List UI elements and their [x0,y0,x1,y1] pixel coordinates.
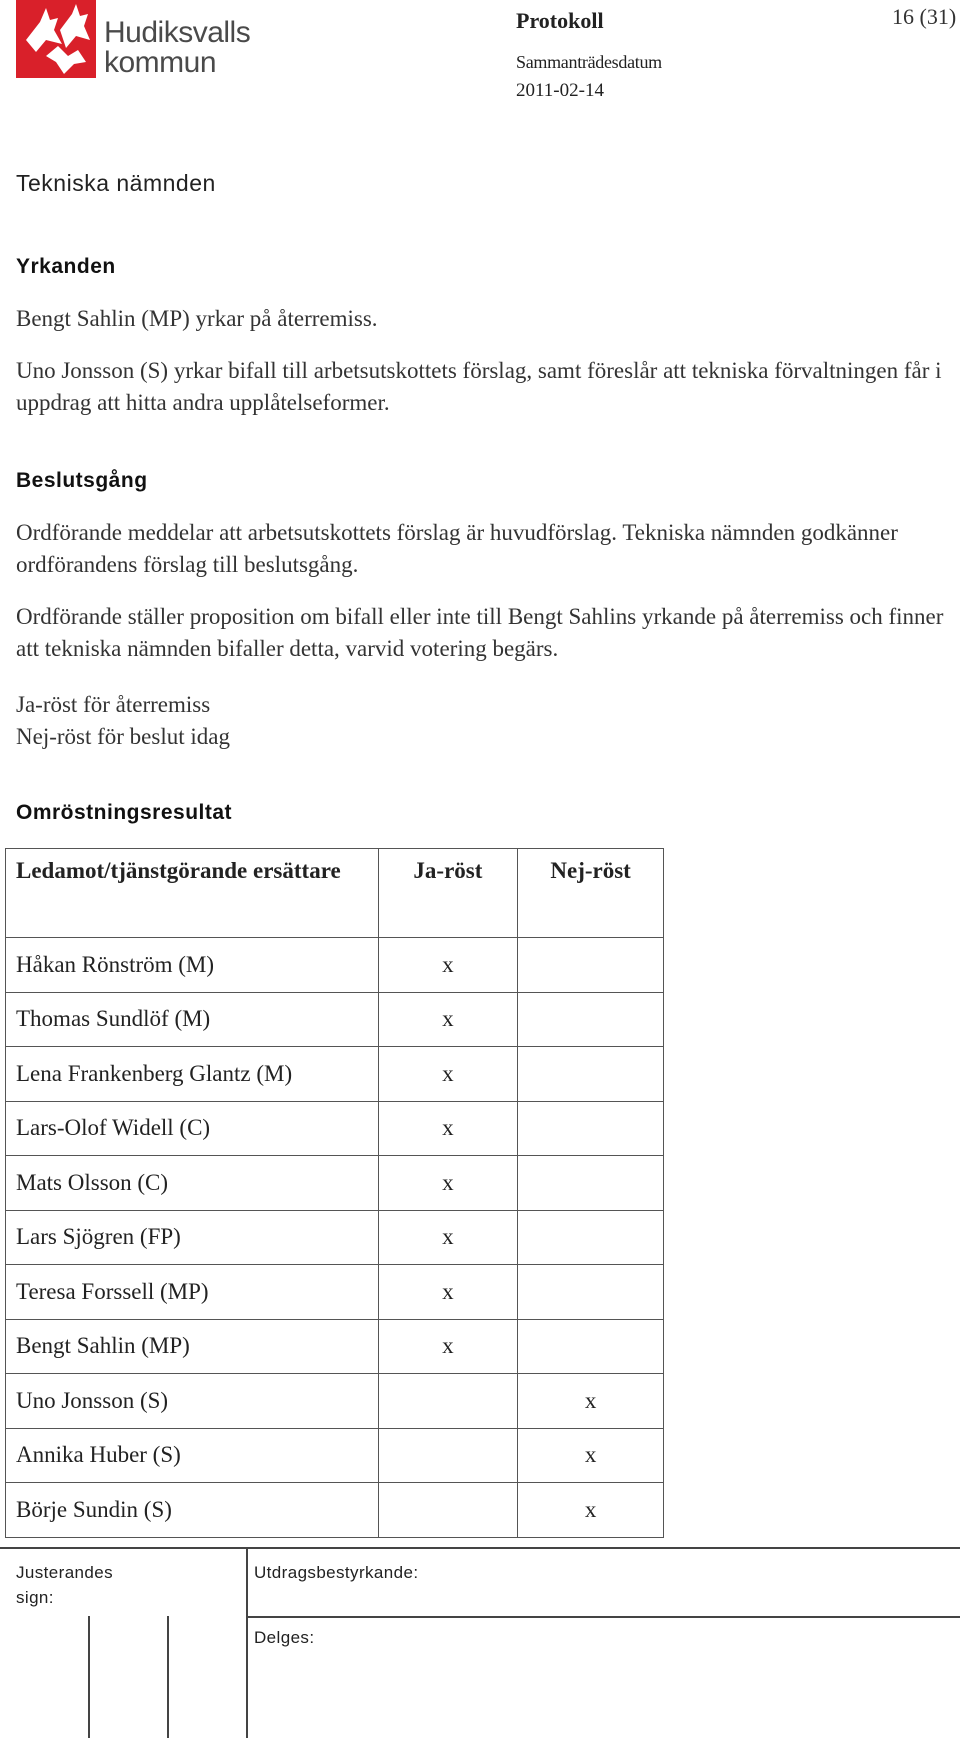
beslutsgang-heading: Beslutsgång [16,469,148,492]
omrostning-heading: Omröstningsresultat [16,801,233,824]
footer-mid-rule [246,1616,960,1618]
signature-box-divider-1 [88,1616,90,1738]
table-row [6,1483,664,1538]
nej-vote-cell: x [518,1483,664,1538]
beslutsgang-paragraph-1: Ordförande meddelar att arbetsutskottets förslag är huvudförslag. Tekniska nämnden godkänner ordförandens förslag till beslutsgång. [16,520,898,577]
yrkanden-heading: Yrkanden [16,255,116,278]
nej-vote-cell [518,1319,664,1374]
nej-vote-cell [518,1156,664,1211]
committee-name: Tekniska nämnden [16,170,216,196]
footer-divider [246,1547,248,1738]
nej-vote-cell [518,1101,664,1156]
meeting-date: 2011-02-14 [516,80,604,101]
nej-vote-cell [518,1210,664,1265]
hudiksvall-logo [16,0,256,80]
ja-vote-cell: x [378,1319,518,1374]
sign-label: sign: [16,1588,54,1607]
beslutsgang-paragraph-2: Ordförande ställer proposition om bifall eller inte till Bengt Sahlins yrkande på återremiss och finner att tekniska nämnden bifaller detta, varvid votering begärs. [16,604,944,661]
vote-table-header-row [6,849,664,938]
ja-vote-cell: x [378,1210,518,1265]
ja-vote-cell: x [378,1101,518,1156]
delges-label: Delges: [254,1628,315,1647]
vote-results-table [5,848,664,1538]
utdragsbestyrkande-label: Utdragsbestyrkande: [254,1563,419,1582]
member-name: Annika Huber (S) [6,1428,379,1483]
nej-vote-cell [518,938,664,993]
header-nej: Nej-röst [518,849,664,938]
member-name: Bengt Sahlin (MP) [6,1319,379,1374]
logo-wordmark: Hudiksvalls kommun [104,16,251,79]
table-row [6,938,664,993]
meeting-date-label: Sammanträdesdatum [516,52,662,72]
table-row [6,1047,664,1102]
nej-vote-cell [518,1047,664,1102]
nej-vote-cell: x [518,1428,664,1483]
ja-vote-cell: x [378,1156,518,1211]
ja-vote-cell [378,1374,518,1429]
header-member: Ledamot/tjänstgörande ersättare [6,849,379,938]
document-type: Protokoll [516,8,604,33]
table-row [6,1319,664,1374]
table-row [6,1101,664,1156]
table-row [6,1265,664,1320]
ja-vote-cell: x [378,992,518,1047]
page-number: 16 (31) [892,4,957,29]
vote-table-body [6,849,664,1538]
signature-box-divider-2 [167,1616,169,1738]
nej-vote-line: Nej-röst för beslut idag [16,724,230,749]
table-row [6,1210,664,1265]
member-name: Håkan Rönström (M) [6,938,379,993]
nej-vote-cell: x [518,1374,664,1429]
footer-top-rule [0,1547,960,1549]
ja-vote-cell: x [378,1047,518,1102]
ja-vote-cell [378,1428,518,1483]
member-name: Mats Olsson (C) [6,1156,379,1211]
member-name: Lars Sjögren (FP) [6,1210,379,1265]
table-row [6,1156,664,1211]
justerandes-label: Justerandes [16,1563,114,1582]
member-name: Lena Frankenberg Glantz (M) [6,1047,379,1102]
nej-vote-cell [518,992,664,1047]
member-name: Börje Sundin (S) [6,1483,379,1538]
table-row [6,992,664,1047]
ja-vote-cell: x [378,938,518,993]
header-ja: Ja-röst [378,849,518,938]
yrkanden-paragraph-1: Bengt Sahlin (MP) yrkar på återremiss. [16,306,378,331]
goat-emblem-icon [16,0,96,80]
ja-vote-cell [378,1483,518,1538]
ja-vote-cell: x [378,1265,518,1320]
ja-vote-line: Ja-röst för återremiss [16,692,211,717]
member-name: Uno Jonsson (S) [6,1374,379,1429]
member-name: Teresa Forssell (MP) [6,1265,379,1320]
yrkanden-paragraph-2: Uno Jonsson (S) yrkar bifall till arbetsutskottets förslag, samt föreslår att tekniska förvaltningen får i uppdrag att hitta andra upplåtelseformer. [16,358,942,415]
member-name: Lars-Olof Widell (C) [6,1101,379,1156]
nej-vote-cell [518,1265,664,1320]
table-row [6,1428,664,1483]
table-row [6,1374,664,1429]
member-name: Thomas Sundlöf (M) [6,992,379,1047]
